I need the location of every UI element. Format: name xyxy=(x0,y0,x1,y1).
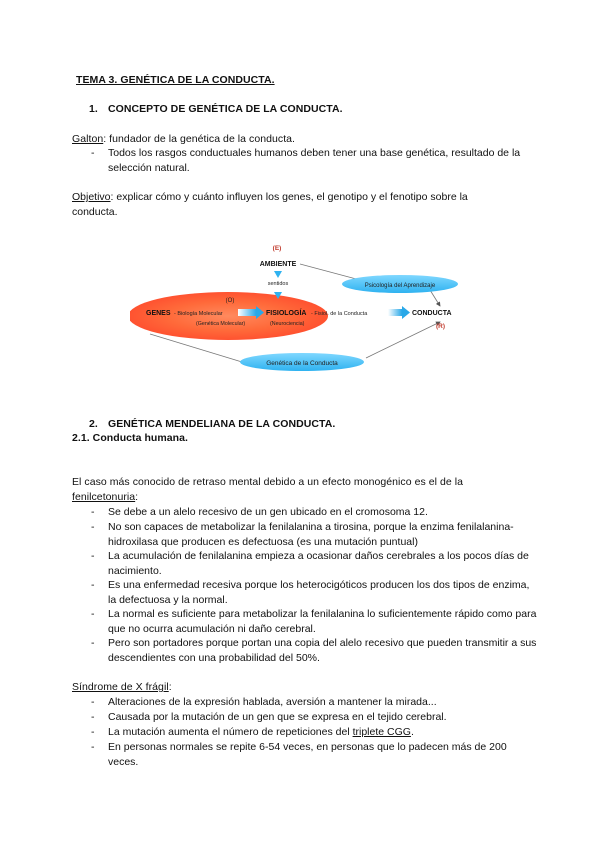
genes-paren-label: (Genética Molecular) xyxy=(196,321,246,327)
subsection-heading: 2.1. Conducta humana. xyxy=(72,432,188,444)
galton-bullet-1: Todos los rasgos conductuales humanos deben tener una base genética, resultado de la selección natural. xyxy=(108,147,521,174)
o-label: (O) xyxy=(225,298,235,304)
page-title: TEMA 3. GENÉTICA DE LA CONDUCTA. xyxy=(76,74,275,86)
xfragil-term: Síndrome de X frágil xyxy=(72,681,169,693)
galton-paragraph xyxy=(72,132,295,146)
galton-bullet-dash: - xyxy=(91,147,95,159)
psicologia-label: Psicología del Aprendizaje xyxy=(364,283,436,289)
genes-label: GENES xyxy=(146,310,171,317)
xfragil-b3-pre: La mutación aumenta el número de repeticiones del xyxy=(108,726,353,738)
galton-text: : fundador de la genética de la conducta. xyxy=(103,133,296,145)
right-arrow-icon-2 xyxy=(402,306,410,319)
fenil-dash: - xyxy=(91,579,95,591)
sentidos-label: sentidos xyxy=(267,281,289,287)
fenil-dash: - xyxy=(91,637,95,649)
triplete-link: triplete CGG xyxy=(352,726,411,738)
xfragil-bullet-3 xyxy=(108,725,538,740)
conducta-arrow-body xyxy=(388,309,402,316)
xfragil-dash: - xyxy=(91,696,95,708)
xfragil-bullet-1: Alteraciones de la expresión hablada, aversión a mantener la mirada... xyxy=(108,696,437,708)
psicologia-to-conducta-line xyxy=(430,290,440,306)
genes-arrow-body xyxy=(238,309,256,316)
fenil-dash: - xyxy=(91,608,95,620)
fisiologia-sub-label: - Fisiol. de la Conducta xyxy=(311,311,368,317)
section-2-number: 2. xyxy=(89,418,98,430)
genes-sub-label: - Biología Molecular xyxy=(174,311,223,317)
fenil-dash: - xyxy=(91,550,95,562)
fenil-bullet-6: Pero son portadores porque portan una copia del alelo recesivo que pueden transmitir a sus descendientes con una probabilidad del 50%. xyxy=(108,637,537,664)
section-1-heading: CONCEPTO DE GENÉTICA DE LA CONDUCTA. xyxy=(108,103,343,115)
fenil-dash: - xyxy=(91,506,95,518)
fenil-bullet-3: La acumulación de fenilalanina empieza a ocasionar daños cerebrales a los pocos días de nacimiento. xyxy=(108,550,529,577)
xfragil-line xyxy=(72,680,172,694)
genetica-label: Genética de la Conducta xyxy=(266,360,338,367)
genetica-to-conducta-line xyxy=(366,322,440,358)
xfragil-dash: - xyxy=(91,726,95,738)
fenil-bullet-2: No son capaces de metabolizar la fenilalanina a tirosina, porque la enzima fenilalanina-hidroxilasa que producen es defectuosa (es una mutación puntual) xyxy=(108,521,514,548)
objetivo-term: Objetivo xyxy=(72,191,111,203)
section-1-number: 1. xyxy=(89,103,98,115)
xfragil-dash: - xyxy=(91,711,95,723)
xfragil-colon: : xyxy=(168,681,172,693)
objetivo-paragraph xyxy=(72,190,502,219)
fenil-colon: : xyxy=(135,491,139,503)
genetics-behavior-diagram xyxy=(130,238,470,378)
section-2-heading: GENÉTICA MENDELIANA DE LA CONDUCTA. xyxy=(108,418,336,430)
conducta-label: CONDUCTA xyxy=(412,310,452,317)
ambiente-to-psicologia-line xyxy=(300,264,360,280)
r-label: (R) xyxy=(436,323,446,330)
e-label: (E) xyxy=(272,245,282,252)
galton-term: Galton xyxy=(72,133,104,145)
fenil-term: fenilcetonuria xyxy=(72,491,136,503)
fenil-bullet-5: La normal es suficiente para metabolizar la fenilalanina lo suficientemente rápido como para que no ocurra acumulación ni daño cerebral. xyxy=(108,608,537,635)
fenil-line xyxy=(72,490,138,504)
xfragil-bullet-4: En personas normales se repite 6-54 veces, en personas que lo padecen más de 200 veces. xyxy=(108,741,507,768)
fisiologia-label: FISIOLOGÍA xyxy=(266,310,307,317)
intro-line: El caso más conocido de retraso mental debido a un efecto monogénico es el de la xyxy=(72,476,463,488)
objetivo-text: : explicar cómo y cuánto influyen los genes, el genotipo y el fenotipo sobre la conducta. xyxy=(72,191,468,218)
xfragil-dash: - xyxy=(91,741,95,753)
fenil-bullet-1: Se debe a un alelo recesivo de un gen ubicado en el cromosoma 12. xyxy=(108,506,428,518)
fisiologia-paren-label: (Neurociencia) xyxy=(270,321,305,327)
ambiente-label: AMBIENTE xyxy=(259,261,297,268)
down-arrow-icon xyxy=(274,271,282,278)
xfragil-bullet-2: Causada por la mutación de un gen que se expresa en el tejido cerebral. xyxy=(108,711,447,723)
xfragil-b3-post: . xyxy=(410,726,414,738)
fenil-bullet-4: Es una enfermedad recesiva porque los heterocigóticos producen los dos tipos de enzima, la defectuosa y la normal. xyxy=(108,579,530,606)
fenil-dash: - xyxy=(91,521,95,533)
